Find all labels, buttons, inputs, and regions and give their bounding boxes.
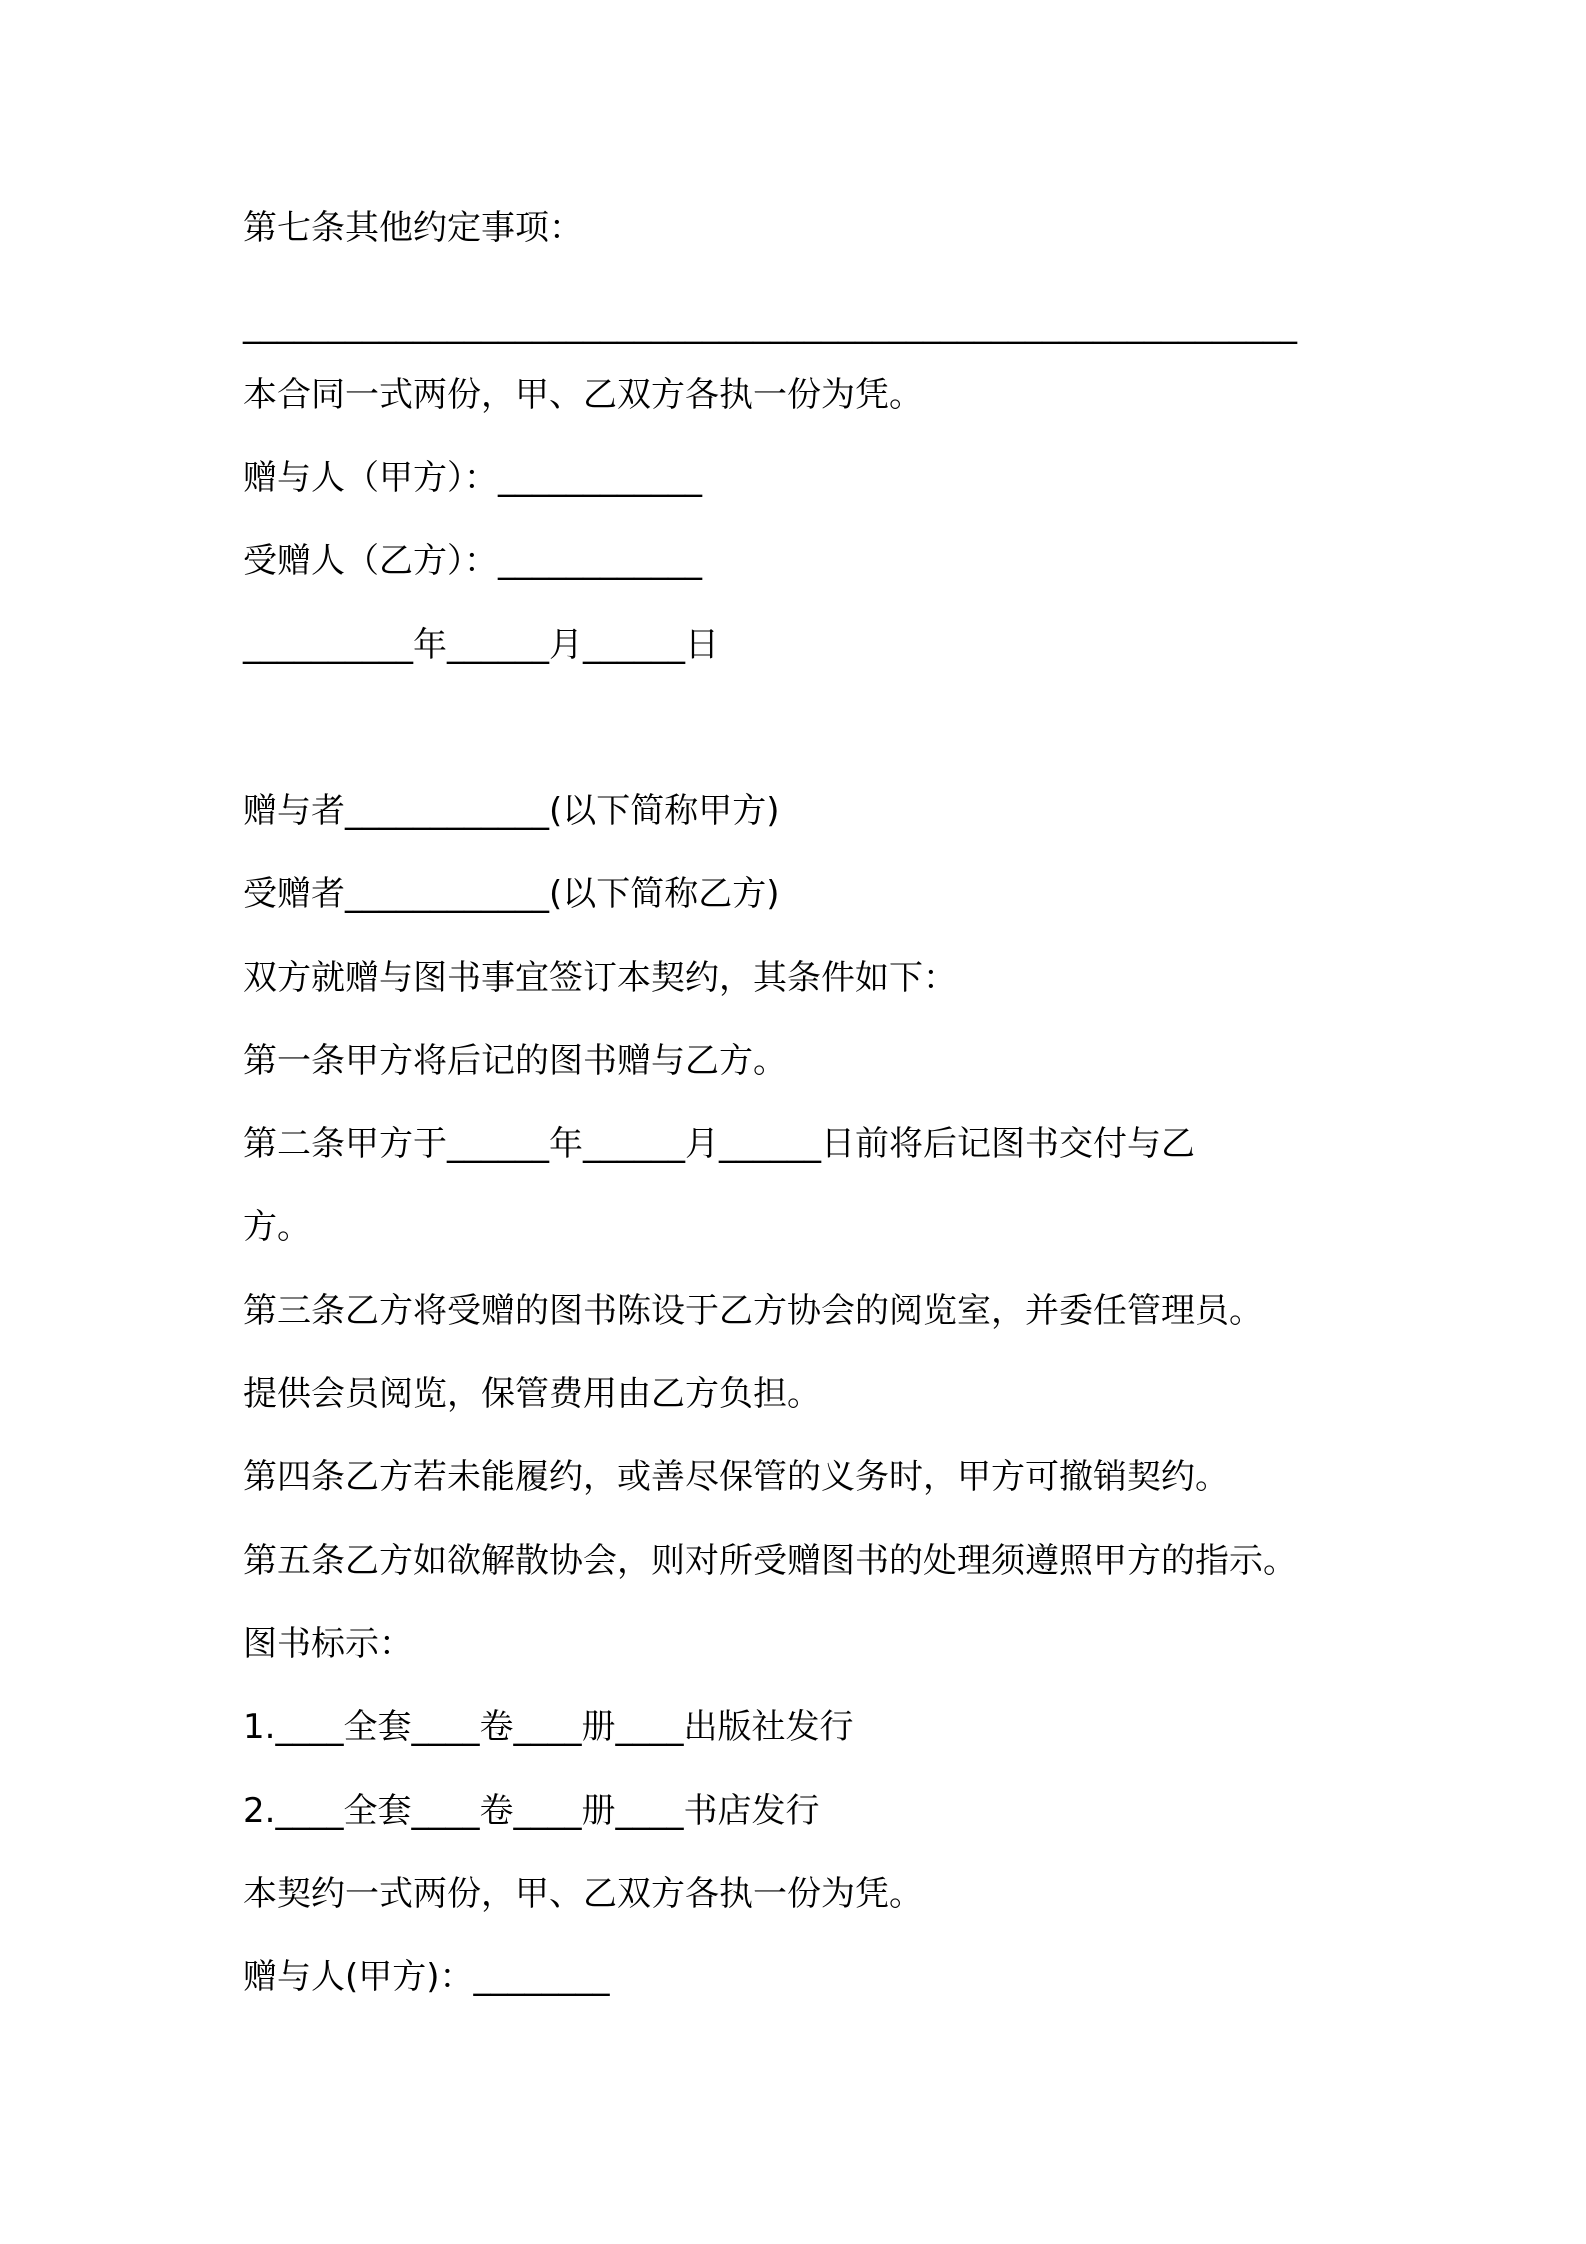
- article-2: 第二条甲方于______年______月______日前将后记图书交付与乙: [243, 1124, 1195, 1164]
- blank-fill-line: ______________________________________________________________: [243, 305, 1297, 345]
- article-2-continued: 方。: [243, 1207, 311, 1247]
- book-listing-heading: 图书标示：: [243, 1624, 413, 1664]
- donor-line: 赠与者____________(以下简称甲方): [243, 791, 780, 831]
- article-1: 第一条甲方将后记的图书赠与乙方。: [243, 1041, 787, 1081]
- agreement-intro: 双方就赠与图书事宜签订本契约，其条件如下：: [243, 958, 957, 998]
- date-line: __________年______月______日: [243, 625, 719, 665]
- copies-statement: 本合同一式两份，甲、乙双方各执一份为凭。: [243, 375, 923, 415]
- article-3: 第三条乙方将受赠的图书陈设于乙方协会的阅览室，并委任管理员。: [243, 1291, 1263, 1331]
- article-4: 第四条乙方若未能履约，或善尽保管的义务时，甲方可撤销契约。: [243, 1457, 1229, 1497]
- contract-copies-statement: 本契约一式两份，甲、乙双方各执一份为凭。: [243, 1874, 923, 1914]
- donor-signature-line: 赠与人(甲方)：________: [243, 1957, 610, 1997]
- book-item-2: 2.____全套____卷____册____书店发行: [243, 1791, 820, 1831]
- donor-party-a-signature: 赠与人（甲方）：____________: [243, 458, 702, 498]
- recipient-party-b-signature: 受赠人（乙方）：____________: [243, 541, 702, 581]
- article-3-continued: 提供会员阅览，保管费用由乙方负担。: [243, 1374, 821, 1414]
- article-5: 第五条乙方如欲解散协会，则对所受赠图书的处理须遵照甲方的指示。: [243, 1541, 1297, 1581]
- recipient-line: 受赠者____________(以下简称乙方): [243, 874, 780, 914]
- article-7-heading: 第七条其他约定事项：: [243, 208, 583, 248]
- book-item-1: 1.____全套____卷____册____出版社发行: [243, 1707, 854, 1747]
